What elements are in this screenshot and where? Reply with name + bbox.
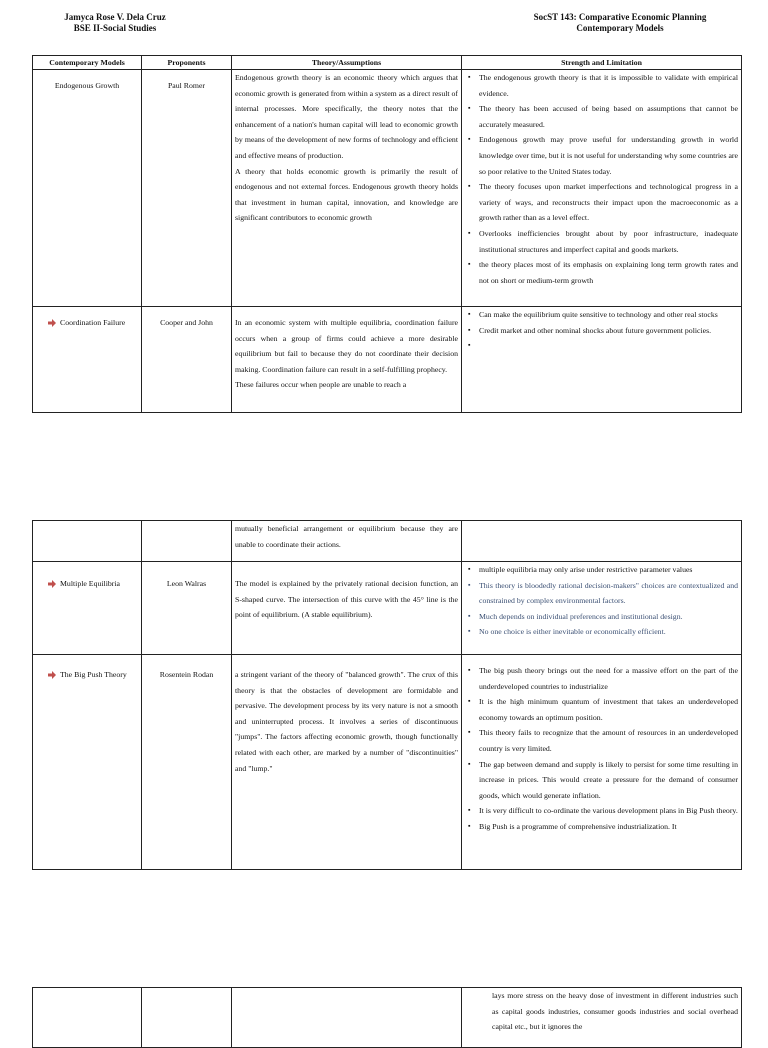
list-item: ▪ The theory has been accused of being based on assumptions that cannot be accurately measured. [479,101,738,132]
proponent-cell: Rosentein Rodan [142,655,232,870]
list-item: ▪ The theory focuses upon market imperfections and technological progress in a variety of ways, and reconstructs their impact upon the macroeconomic as a growth rather than as a level effect. [479,179,738,226]
model-cell [33,70,142,307]
table-row [33,562,742,655]
column-header: Proponents [142,56,232,70]
arrow-bullet-icon [48,319,56,327]
strength-limitation-cell [462,521,742,562]
list-item: ▪ the theory places most of its emphasis on explaining long term growth rates and not on short or medium-term growth [479,257,738,288]
course-title: SocST 143: Comparative Economic Planning [533,12,707,22]
model-name: Endogenous Growth [54,81,120,90]
author-name: Jamyca Rose V. Dela Cruz [64,12,166,22]
table-row [33,521,742,562]
proponent-cell: Cooper and John [142,307,232,413]
theory-paragraph: A theory that holds economic growth is primarily the result of endogenous and not external forces. Endogenous growth theory holds that investment in human capital, innovation, and knowledge are significant contributors to economic growth [235,166,458,223]
model-cell [33,307,142,413]
list-item: ▪ multiple equilibria may only arise under restrictive parameter values [479,562,738,578]
strength-limitation-cell [462,562,742,655]
list-item: ▪ The gap between demand and supply is likely to persist for some time resulting in increase in prices. This would create a pressure for the demand of consumer goods, which would generate inflation. [479,757,738,804]
model-cell [33,988,142,1048]
theory-paragraph: These failures occur when people are unable to reach a [235,380,407,390]
model-name: Coordination Failure [60,318,126,327]
table-row [33,988,742,1048]
column-header: Strength and Limitation [462,56,742,70]
list-item: ▪ Big Push is a programme of comprehensive industrialization. It [479,819,738,835]
list-item: ▪ Credit market and other nominal shocks about future government policies. [479,323,738,339]
model-name: Multiple Equilibria [60,579,120,588]
strength-limitation-cell: lays more stress on the heavy dose of investment in different industries such as capital goods industries, consumer goods industries and social overhead capital etc., but it ignores the [462,988,742,1048]
table-row [33,70,742,307]
model-cell [33,562,142,655]
list-item: ▪ The big push theory brings out the need for a massive effort on the part of the underdeveloped countries to industrialize [479,663,738,694]
theory-cell: a stringent variant of the theory of "balanced growth". The crux of this theory is that the obstacles of development are formidable and pervasive. The development process by its very nature is not a smooth and uninterrupted process. It involves a series of discontinuous "jumps". The factors affecting economic growth, though functionally related with each other, are marked by a number of "discontinuities" and "lump." [232,655,462,870]
table-header-row [33,56,742,70]
list-item: ▪ The endogenous growth theory is that it is impossible to validate with empirical evidence. [479,70,738,101]
table-row [33,307,742,413]
author-course: BSE II-Social Studies [73,23,157,33]
course-topic: Contemporary Models [576,23,664,33]
list-item: ▪ Overlooks inefficiencies brought about by poor infrastructure, inadequate institutional structures and imperfect capital and goods markets. [479,226,738,257]
strength-limitation-cell [462,70,742,307]
strength-limitation-cell [462,307,742,413]
arrow-bullet-icon [48,580,56,588]
arrow-bullet-icon [48,671,56,679]
column-header: Contemporary Models [33,56,142,70]
model-name: The Big Push Theory [60,670,127,679]
list-item: ▪ It is very difficult to co-ordinate the various development plans in Big Push theory. [479,803,738,819]
theory-cell [232,988,462,1048]
proponent-cell [142,988,232,1048]
proponent-cell: Paul Romer [142,70,232,307]
list-item: ▪ It is the high minimum quantum of investment that takes an underdeveloped economy towards an optimum position. [479,694,738,725]
theory-cell: mutually beneficial arrangement or equilibrium because they are unable to coordinate their actions. [232,521,462,562]
list-item: ▪ This theory is bloodedly rational decision-makers" choices are contextualized and constrained by complex environmental factors. [479,578,738,609]
proponent-cell: Leon Walras [142,562,232,655]
author-header [40,12,190,34]
proponent-cell [142,521,232,562]
theory-paragraph: In an economic system with multiple equilibria, coordination failure occurs when a group of firms could achieve a more desirable equilibrium but fail to because they do not coordinate their decision making. Coordination failure can result in a self-fulfilling prophecy. [235,318,458,374]
model-cell [33,655,142,870]
list-item: ▪ Can make the equilibrium quite sensitive to technology and other real stocks [479,307,738,323]
list-item: ▪ This theory fails to recognize that the amount of resources in an underdeveloped country is very limited. [479,725,738,756]
theory-cell [232,70,462,307]
theory-paragraph: Endogenous growth theory is an economic theory which argues that economic growth is generated from within a system as a direct result of internal processes. More specifically, the theory notes that the enhancement of a nation's human capital will lead to economic growth by means of the development of new forms of technology and efficient and effective means of production. [235,73,459,160]
list-item: ▪ Endogenous growth may prove useful for understanding growth in world knowledge over time, but it is not useful for understanding why some countries are so poor relative to the United States today. [479,132,738,179]
models-table-page-3 [32,987,742,1048]
column-header: Theory/Assumptions [232,56,462,70]
list-item: ▪ Much depends on individual preferences and institutional design. [479,609,738,625]
model-cell [33,521,142,562]
strength-limitation-cell [462,655,742,870]
theory-cell [232,307,462,413]
models-table-page-1 [32,55,742,413]
table-row [33,655,742,870]
list-item: ▪ No one choice is either inevitable or economically efficient. [479,624,738,640]
models-table-page-2 [32,520,742,870]
course-header [500,12,740,34]
theory-cell: The model is explained by the privately rational decision function, an S-shaped curve. The intersection of this curve with the 45° line is the point of equilibrium. (A stable equilibrium). [232,562,462,655]
